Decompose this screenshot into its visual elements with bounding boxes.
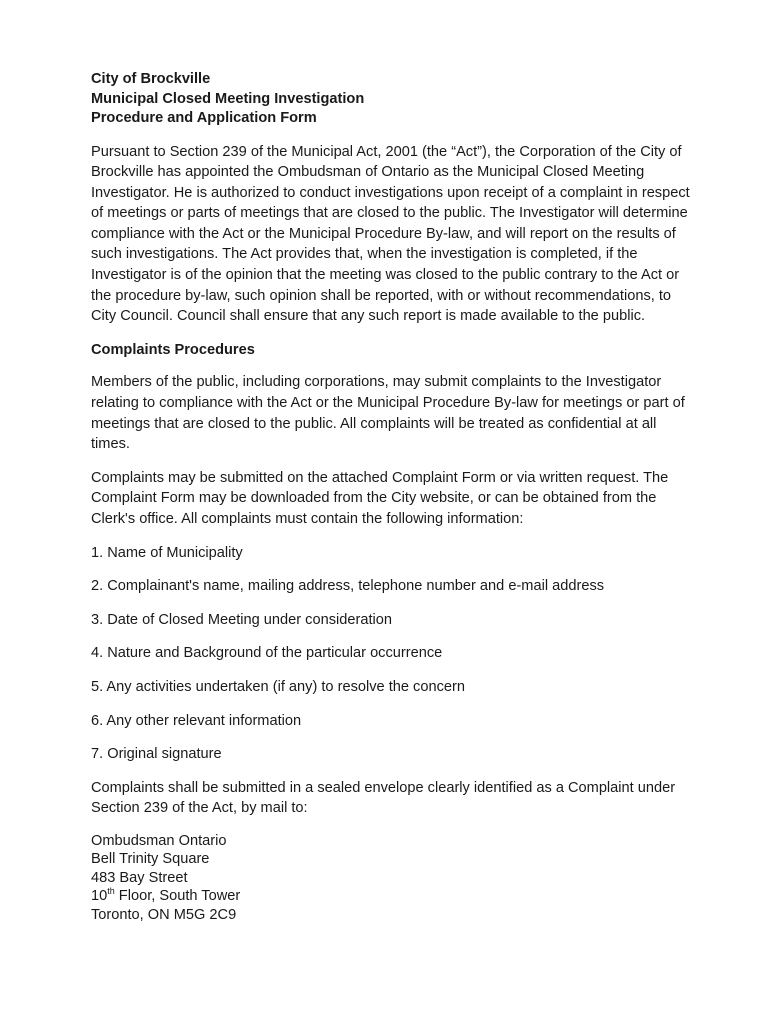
list-item: 6. Any other relevant information bbox=[91, 712, 302, 729]
floor-suffix: th bbox=[107, 886, 115, 897]
list-item: 3. Date of Closed Meeting under consideration bbox=[91, 611, 392, 628]
address-city: Toronto, ON M5G 2C9 bbox=[91, 906, 237, 923]
list-item: 1. Name of Municipality bbox=[91, 544, 243, 561]
complaints-section-title: Complaints Procedures bbox=[91, 341, 255, 358]
address-building: Bell Trinity Square bbox=[91, 851, 210, 868]
address-street: 483 Bay Street bbox=[91, 869, 188, 886]
header-city: City of Brockville bbox=[91, 71, 211, 87]
address-name: Ombudsman Ontario bbox=[91, 832, 227, 849]
header-form-title: Procedure and Application Form bbox=[91, 110, 317, 126]
list-item: 7. Original signature bbox=[91, 746, 222, 763]
complaints-paragraph-1: Members of the public, including corporations, may submit complaints to the Investigator relating to compliance with the Act or the Municipal Procedure By-law for meetings or part of meetings that are closed to the public. All complaints will be treated as confidential at all times. bbox=[91, 374, 685, 453]
floor-number: 10 bbox=[91, 888, 108, 905]
floor-rest: Floor, South Tower bbox=[114, 888, 241, 905]
required-info-list bbox=[91, 543, 691, 765]
header-investigation: Municipal Closed Meeting Investigation bbox=[91, 90, 365, 107]
mailing-address bbox=[91, 832, 691, 924]
document-header bbox=[91, 70, 691, 129]
list-item: 5. Any activities undertaken (if any) to resolve the concern bbox=[91, 678, 465, 695]
list-item: 2. Complainant's name, mailing address, telephone number and e-mail address bbox=[91, 578, 605, 595]
intro-paragraph: Pursuant to Section 239 of the Municipal Act, 2001 (the “Act”), the Corporation of the City of Brockville has appointed the Ombudsman of Ontario as the Municipal Closed Meeting Investigator. He is authorized to conduct investigations upon receipt of a complaint in respect of meetings or parts of meetings that are closed to the public. The Investigator will determine compliance with the Act or the Municipal Procedure By-law, and will report on the results of such investigations. The Act provides that, when the investigation is completed, if the Investigator is of the opinion that the meeting was closed to the public contrary to the Act or the procedure by-law, such opinion shall be reported, with or without recommendations, to City Council. Council shall ensure that any such report is made available to the public. bbox=[91, 143, 690, 325]
submission-paragraph: Complaints shall be submitted in a sealed envelope clearly identified as a Complaint under Section 239 of the Act, by mail to: bbox=[91, 779, 676, 817]
list-item: 4. Nature and Background of the particular occurrence bbox=[91, 645, 443, 662]
complaints-paragraph-2: Complaints may be submitted on the attached Complaint Form or via written request. The Complaint Form may be downloaded from the City website, or can be obtained from the Clerk's office. All complaints must contain the following information: bbox=[91, 469, 669, 527]
address-floor bbox=[91, 887, 691, 905]
document-page bbox=[91, 70, 691, 924]
